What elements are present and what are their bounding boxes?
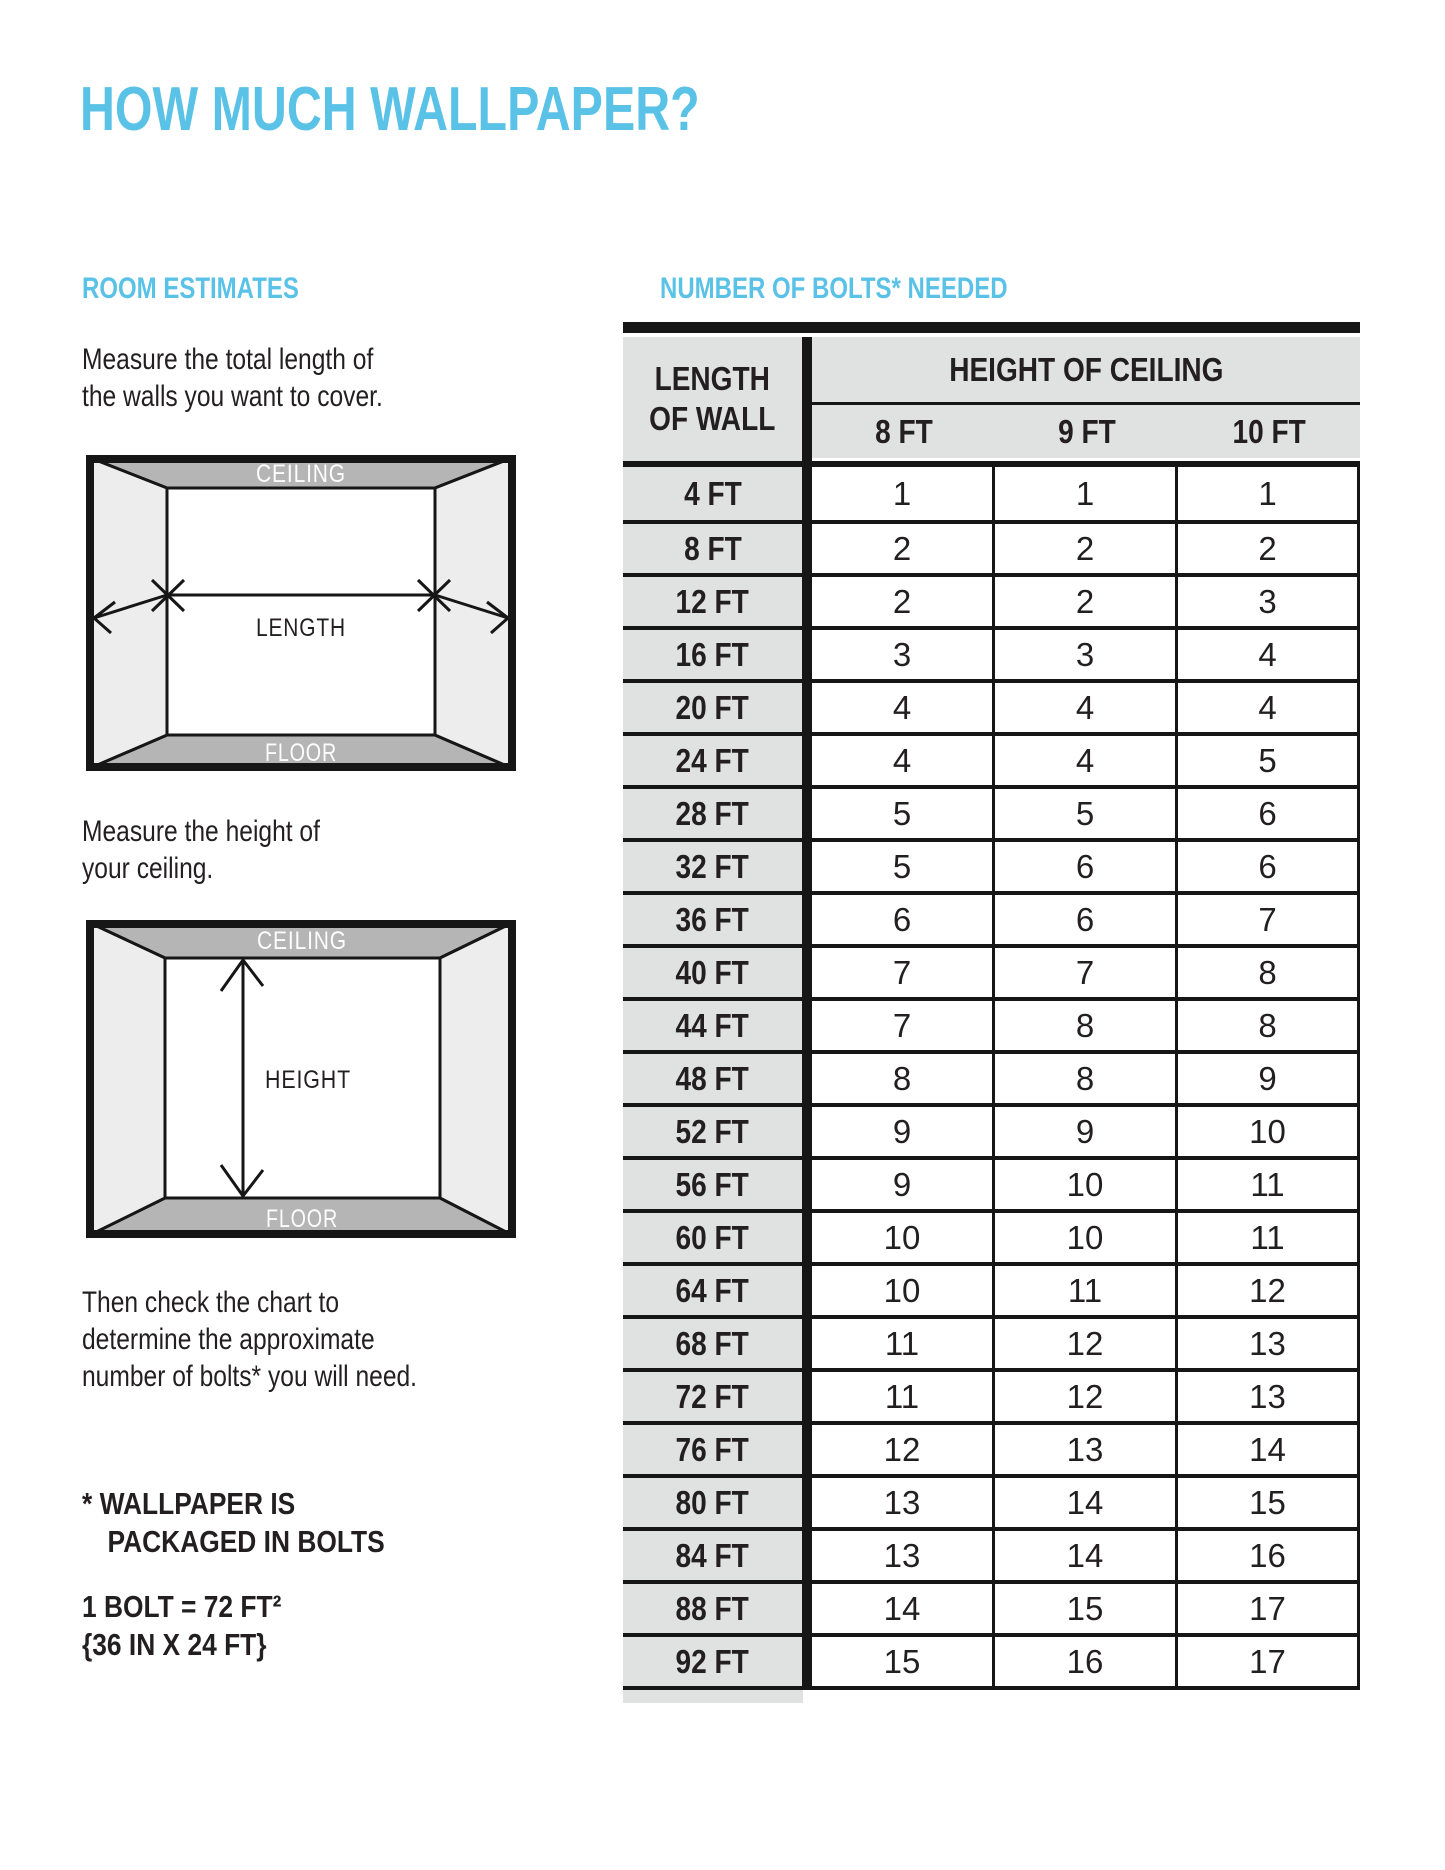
- bolt-count-cell: 3: [995, 630, 1178, 679]
- bolt-count-cell: 8: [812, 1054, 995, 1103]
- paragraph-line: the walls you want to cover.: [82, 380, 383, 413]
- header-line: OF WALL: [649, 400, 776, 437]
- bolt-count-cell: 14: [995, 1531, 1178, 1580]
- bolt-count-cell: 1: [995, 467, 1178, 520]
- length-of-wall-header: [623, 337, 812, 461]
- row-header-cell: 72 FT: [623, 1372, 812, 1421]
- bolt-count-cell: 3: [812, 630, 995, 679]
- floor-label: FLOOR: [265, 739, 337, 767]
- table-row: [623, 1421, 1360, 1474]
- paragraph-line: number of bolts* you will need.: [82, 1360, 418, 1393]
- height-of-ceiling-header: HEIGHT OF CEILING: [812, 337, 1360, 405]
- bolt-count-cell: 4: [1178, 630, 1360, 679]
- bolt-table-body: [623, 467, 1360, 1690]
- column-header-9ft: 9 FT: [1057, 412, 1116, 450]
- ceiling-label: CEILING: [257, 927, 347, 955]
- bolt-count-cell: 4: [995, 683, 1178, 732]
- row-header-cell: 40 FT: [623, 948, 812, 997]
- bolt-count-cell: 11: [995, 1266, 1178, 1315]
- bolt-count-cell: 13: [995, 1425, 1178, 1474]
- bolt-count-cell: 10: [812, 1213, 995, 1262]
- bolt-count-cell: 5: [812, 789, 995, 838]
- table-row: [623, 997, 1360, 1050]
- table-row: [623, 1103, 1360, 1156]
- bolt-count-cell: 8: [995, 1001, 1178, 1050]
- table-row: [623, 1315, 1360, 1368]
- table-row: [623, 1368, 1360, 1421]
- bolt-count-cell: 8: [1178, 1001, 1360, 1050]
- right-wall-panel: [440, 922, 514, 1236]
- bolt-count-cell: 11: [812, 1372, 995, 1421]
- bolt-count-cell: 6: [995, 842, 1178, 891]
- table-row: [623, 626, 1360, 679]
- row-header-cell: 60 FT: [623, 1213, 812, 1262]
- bolt-count-cell: 7: [995, 948, 1178, 997]
- header-line: LENGTH: [654, 360, 771, 397]
- table-row: [623, 1474, 1360, 1527]
- row-header-cell: 88 FT: [623, 1584, 812, 1633]
- wallpaper-bolts-footnote: [82, 1485, 438, 1561]
- bolt-count-cell: 6: [1178, 789, 1360, 838]
- row-header-cell: 68 FT: [623, 1319, 812, 1368]
- table-footer-stub: [623, 1690, 803, 1703]
- paragraph-line: Measure the height of: [82, 815, 320, 848]
- bolt-count-cell: 4: [812, 736, 995, 785]
- bolt-count-cell: 7: [1178, 895, 1360, 944]
- footnote-line: * WALLPAPER IS: [82, 1486, 296, 1521]
- table-header: [623, 337, 1360, 467]
- bolt-count-cell: 1: [1178, 467, 1360, 520]
- table-row: [623, 679, 1360, 732]
- measure-length-paragraph: [82, 341, 449, 415]
- paragraph-line: determine the approximate: [82, 1323, 375, 1356]
- row-header-cell: 44 FT: [623, 1001, 812, 1050]
- bolt-count-cell: 13: [812, 1531, 995, 1580]
- bolt-count-cell: 6: [812, 895, 995, 944]
- bolt-count-cell: 1: [812, 467, 995, 520]
- bolt-count-cell: 10: [812, 1266, 995, 1315]
- bolt-count-cell: 12: [1178, 1266, 1360, 1315]
- table-top-bar: [623, 322, 1360, 333]
- paragraph-line: Then check the chart to: [82, 1286, 340, 1319]
- page-title-text: HOW MUCH WALLPAPER?: [80, 75, 700, 144]
- table-row: [623, 467, 1360, 520]
- table-row: [623, 1633, 1360, 1686]
- table-row: [623, 573, 1360, 626]
- bolts-table: [623, 322, 1360, 1703]
- table-row: [623, 785, 1360, 838]
- bolt-count-cell: 14: [995, 1478, 1178, 1527]
- bolt-count-cell: 5: [995, 789, 1178, 838]
- bolt-count-cell: 9: [1178, 1054, 1360, 1103]
- bolt-count-cell: 10: [995, 1213, 1178, 1262]
- bolt-count-cell: 12: [995, 1372, 1178, 1421]
- row-header-cell: 36 FT: [623, 895, 812, 944]
- table-row: [623, 732, 1360, 785]
- bolt-count-cell: 12: [812, 1425, 995, 1474]
- row-header-cell: 92 FT: [623, 1637, 812, 1686]
- bolt-count-cell: 14: [812, 1584, 995, 1633]
- bolt-count-cell: 17: [1178, 1584, 1360, 1633]
- bolt-info-line: {36 IN X 24 FT}: [82, 1627, 267, 1662]
- bolt-count-cell: 5: [1178, 736, 1360, 785]
- bolt-count-cell: 5: [812, 842, 995, 891]
- row-header-cell: 52 FT: [623, 1107, 812, 1156]
- bolt-count-cell: 2: [812, 524, 995, 573]
- footnote-line: PACKAGED IN BOLTS: [107, 1524, 385, 1559]
- left-wall-panel: [88, 922, 165, 1236]
- bolt-count-cell: 4: [995, 736, 1178, 785]
- bolt-count-cell: 3: [1178, 577, 1360, 626]
- column-header-10ft: 10 FT: [1232, 412, 1306, 450]
- bolt-count-cell: 8: [995, 1054, 1178, 1103]
- row-header-cell: 80 FT: [623, 1478, 812, 1527]
- height-diagram-svg: [86, 920, 516, 1238]
- bolt-count-cell: 15: [995, 1584, 1178, 1633]
- bolt-count-cell: 4: [1178, 683, 1360, 732]
- bolt-count-cell: 13: [1178, 1372, 1360, 1421]
- row-header-cell: 56 FT: [623, 1160, 812, 1209]
- bolt-count-cell: 13: [1178, 1319, 1360, 1368]
- bolt-count-cell: 13: [812, 1478, 995, 1527]
- bolt-size-info: [82, 1588, 317, 1664]
- floor-label: FLOOR: [266, 1205, 338, 1233]
- bolt-count-cell: 4: [812, 683, 995, 732]
- bolt-count-cell: 2: [1178, 524, 1360, 573]
- bolt-count-cell: 2: [812, 577, 995, 626]
- table-row: [623, 1156, 1360, 1209]
- check-chart-paragraph: [82, 1284, 491, 1395]
- bolt-count-cell: 8: [1178, 948, 1360, 997]
- bolt-count-cell: 15: [812, 1637, 995, 1686]
- row-header-cell: 8 FT: [623, 524, 812, 573]
- column-header-8ft: 8 FT: [874, 412, 933, 450]
- bolt-info-line: 1 BOLT = 72 FT²: [82, 1589, 282, 1624]
- table-row: [623, 1209, 1360, 1262]
- bolt-count-cell: 6: [1178, 842, 1360, 891]
- bolt-count-cell: 10: [995, 1160, 1178, 1209]
- table-row: [623, 1527, 1360, 1580]
- back-wall-panel: [167, 488, 435, 735]
- table-row: [623, 838, 1360, 891]
- bolt-count-cell: 9: [812, 1107, 995, 1156]
- row-header-cell: 12 FT: [623, 577, 812, 626]
- height-label: HEIGHT: [265, 1066, 351, 1094]
- bolt-count-cell: 6: [995, 895, 1178, 944]
- page-title: [80, 74, 874, 145]
- bolt-count-cell: 11: [1178, 1160, 1360, 1209]
- length-label: LENGTH: [256, 614, 346, 642]
- row-header-cell: 48 FT: [623, 1054, 812, 1103]
- table-row: [623, 1050, 1360, 1103]
- bolt-count-cell: 7: [812, 948, 995, 997]
- row-header-cell: 28 FT: [623, 789, 812, 838]
- bolt-count-cell: 9: [995, 1107, 1178, 1156]
- table-row: [623, 1580, 1360, 1633]
- bolt-count-cell: 2: [995, 524, 1178, 573]
- bolt-count-cell: 12: [995, 1319, 1178, 1368]
- row-header-cell: 84 FT: [623, 1531, 812, 1580]
- row-header-cell: 24 FT: [623, 736, 812, 785]
- row-header-cell: 32 FT: [623, 842, 812, 891]
- bolt-count-cell: 10: [1178, 1107, 1360, 1156]
- room-estimates-heading: ROOM ESTIMATES: [82, 272, 299, 305]
- bolt-count-cell: 7: [812, 1001, 995, 1050]
- length-diagram: [86, 455, 516, 776]
- row-header-cell: 64 FT: [623, 1266, 812, 1315]
- bolt-count-cell: 14: [1178, 1425, 1360, 1474]
- row-header-cell: 16 FT: [623, 630, 812, 679]
- bolt-count-cell: 17: [1178, 1637, 1360, 1686]
- table-row: [623, 944, 1360, 997]
- length-diagram-svg: [86, 455, 516, 771]
- table-row: [623, 891, 1360, 944]
- row-header-cell: 4 FT: [623, 467, 812, 520]
- bolt-count-cell: 9: [812, 1160, 995, 1209]
- bolt-count-cell: 11: [812, 1319, 995, 1368]
- table-row: [623, 520, 1360, 573]
- bolt-count-cell: 11: [1178, 1213, 1360, 1262]
- paragraph-line: your ceiling.: [82, 852, 214, 885]
- measure-height-paragraph: [82, 813, 372, 887]
- bolt-count-cell: 2: [995, 577, 1178, 626]
- table-row: [623, 1262, 1360, 1315]
- row-header-cell: 76 FT: [623, 1425, 812, 1474]
- bolt-count-cell: 16: [995, 1637, 1178, 1686]
- ceiling-label: CEILING: [256, 460, 346, 488]
- ceiling-height-columns: [812, 405, 1360, 458]
- table-header-right: [812, 337, 1360, 461]
- bolts-needed-heading: NUMBER OF BOLTS* NEEDED: [660, 272, 1008, 305]
- bolt-count-cell: 15: [1178, 1478, 1360, 1527]
- paragraph-line: Measure the total length of: [82, 343, 374, 376]
- bolt-count-cell: 16: [1178, 1531, 1360, 1580]
- row-header-cell: 20 FT: [623, 683, 812, 732]
- height-diagram: [86, 920, 516, 1243]
